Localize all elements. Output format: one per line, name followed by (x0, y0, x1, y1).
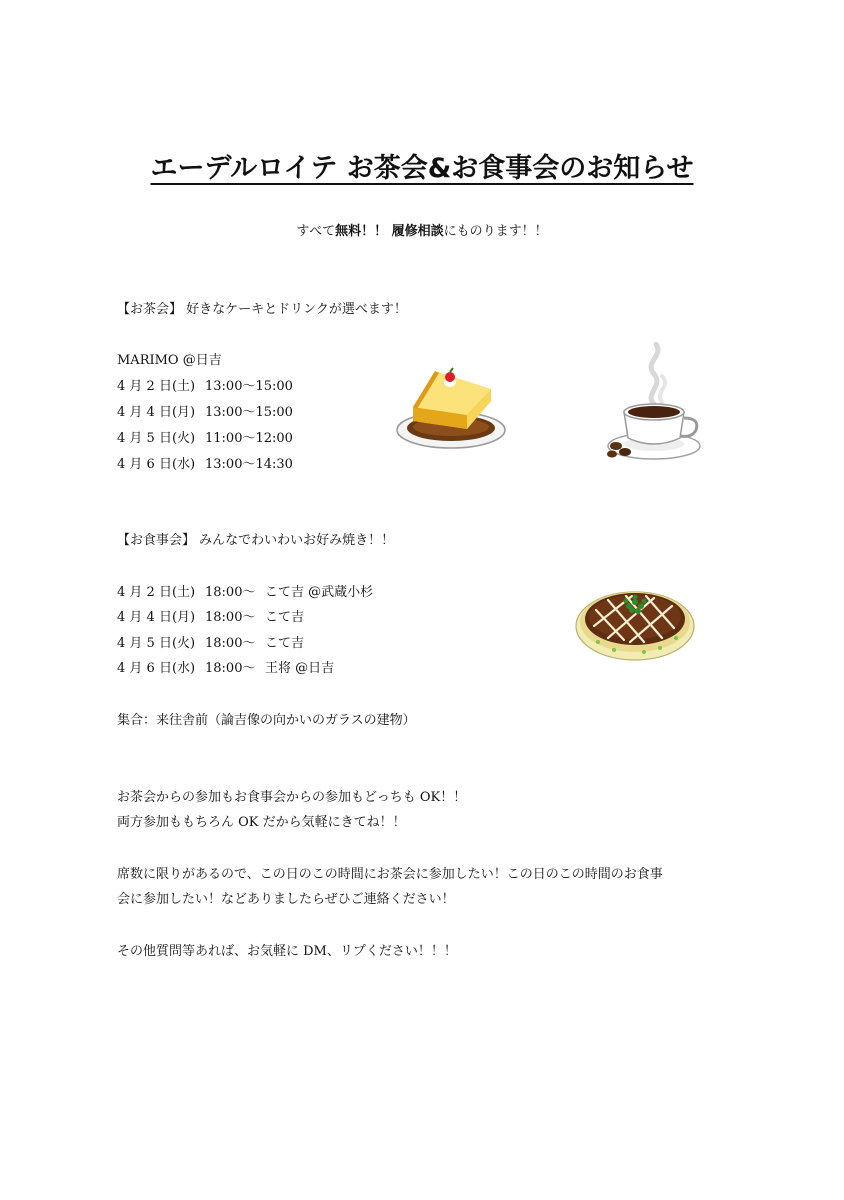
meal-heading: 【お食事会】 みんなでわいわいお好み焼き！！ (117, 533, 395, 548)
meal-schedule-row (117, 581, 373, 600)
meal-schedule-row (117, 657, 334, 676)
subtitle (0, 220, 844, 239)
tea-date: 4 月 4 日(月) (117, 405, 196, 420)
meal-place: こて吉 (265, 610, 305, 625)
subtitle-part-2: 無料！！ 履修相談 (335, 224, 444, 239)
meeting-point: 集合：来往舎前（論吉像の向かいのガラスの建物） (117, 713, 416, 728)
tea-date: 4 月 2 日(土) (117, 379, 196, 394)
tea-schedule-row (117, 453, 293, 472)
meal-schedule-row (117, 632, 304, 651)
cheesecake-illustration (395, 365, 507, 450)
meal-date: 4 月 6 日(水) (117, 661, 196, 676)
tea-heading: 【お茶会】 好きなケーキとドリンクが選べます！ (117, 302, 407, 317)
tea-time: 11:00～12:00 (205, 431, 293, 446)
meal-date: 4 月 2 日(土) (117, 585, 196, 600)
meal-time: 18:00～ (205, 585, 256, 600)
tea-schedule-row (117, 427, 293, 446)
meal-place: こて吉 (265, 636, 305, 651)
note-line: 両方参加ももちろん OK だから気軽にきてね！！ (117, 815, 406, 830)
meal-schedule-row (117, 606, 304, 625)
meal-place: こて吉 @武蔵小杉 (265, 585, 374, 600)
tea-venue: MARIMO @日吉 (117, 353, 222, 368)
page-title: エーデルロイテ お茶会&お食事会のお知らせ (150, 153, 694, 184)
meal-time: 18:00～ (205, 610, 256, 625)
note-line: その他質問等あれば、お気軽に DM、リプください！！！ (117, 944, 457, 959)
subtitle-part-1: すべて (296, 224, 336, 239)
coffee-cup-illustration (598, 342, 703, 464)
tea-date: 4 月 6 日(水) (117, 457, 196, 472)
meal-time: 18:00～ (205, 661, 256, 676)
tea-time: 13:00～15:00 (205, 379, 293, 394)
okonomiyaki-illustration (574, 582, 696, 664)
meal-time: 18:00～ (205, 636, 256, 651)
meal-date: 4 月 5 日(火) (117, 636, 196, 651)
tea-time: 13:00～14:30 (205, 457, 293, 472)
tea-date: 4 月 5 日(火) (117, 431, 196, 446)
note-line: 会に参加したい！などありましたらぜひご連絡ください！ (117, 892, 455, 907)
subtitle-part-3: にものります！！ (443, 224, 548, 239)
meal-date: 4 月 4 日(月) (117, 610, 196, 625)
note-line: お茶会からの参加もお食事会からの参加もどっちも OK！！ (117, 790, 467, 805)
tea-time: 13:00～15:00 (205, 405, 293, 420)
note-line: 席数に限りがあるので、この日のこの時間にお茶会に参加したい！この日のこの時間のお食事 (117, 867, 663, 882)
tea-schedule-row (117, 375, 293, 394)
tea-schedule-row (117, 401, 293, 420)
meal-place: 王将 @日吉 (265, 661, 335, 676)
